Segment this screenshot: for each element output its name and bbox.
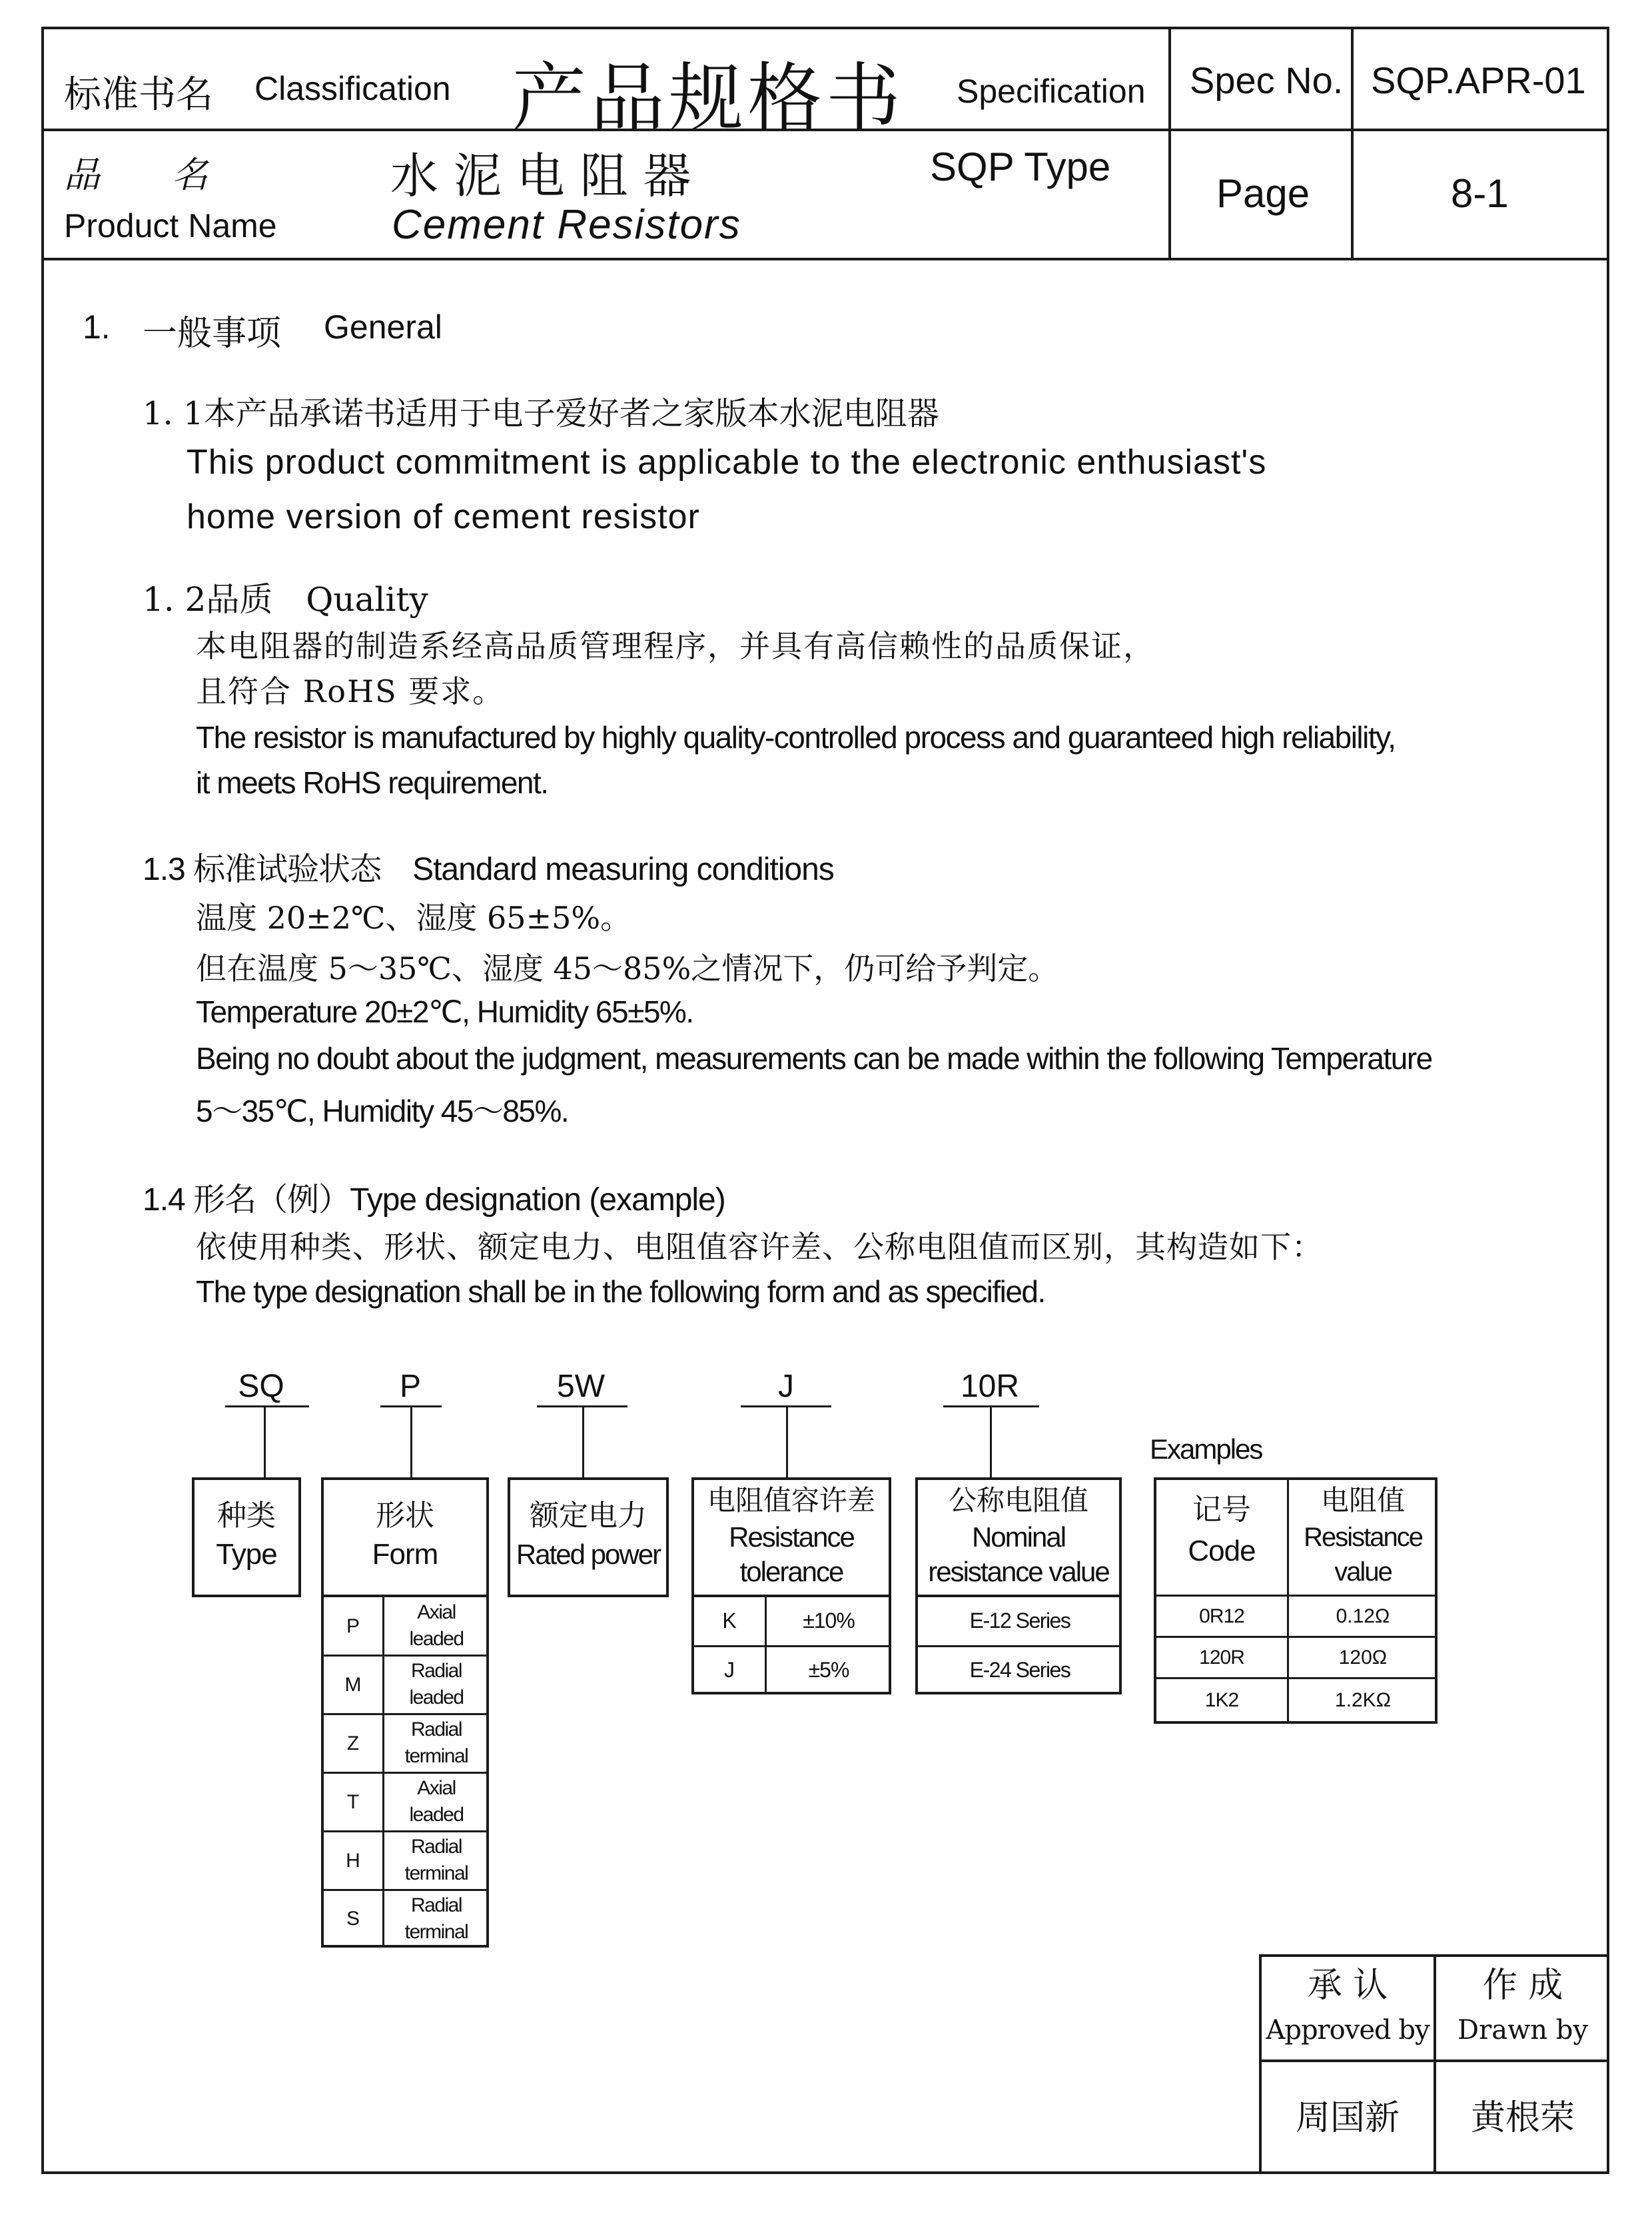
form-table: P Axial leaded M Radial leaded Z Radial terminal T Axial leaded H Radial terminal S Radial terminal bbox=[321, 1595, 489, 1948]
s13-cn-line1: 温度 20±2℃、湿度 65±5%。 bbox=[196, 900, 631, 936]
spec-no-label: Spec No. bbox=[1190, 59, 1344, 101]
approved-by-en: Approved by bbox=[1266, 2015, 1430, 2046]
series-table bbox=[915, 1595, 1122, 1694]
signature-table bbox=[1259, 1954, 1609, 2174]
examples-label: Examples bbox=[1150, 1433, 1262, 1465]
spec-no-value: SQP.APR-01 bbox=[1371, 59, 1586, 101]
nominal-resistance-box: 公称电阻值 Nominal resistance value bbox=[915, 1477, 1122, 1597]
header-col-divider-1 bbox=[1168, 29, 1171, 259]
s13-title: 1.3 标准试验状态 Standard measuring conditions bbox=[143, 852, 834, 887]
product-name-en: Product Name bbox=[64, 207, 277, 244]
s13-en-line1: Temperature 20±2℃, Humidity 65±5%. bbox=[196, 994, 693, 1029]
form-box: 形状 Form bbox=[321, 1477, 489, 1597]
series-row: E-12 Series bbox=[969, 1609, 1070, 1633]
product-name-cn: 品 名 bbox=[64, 154, 208, 196]
section-title-cn: 一般事项 bbox=[143, 314, 282, 354]
approved-by-name: 周国新 bbox=[1295, 2097, 1400, 2138]
s12-cn-line1: 本电阻器的制造系经高品质管理程序，并具有高信赖性的品质保证， bbox=[196, 628, 1155, 664]
s14-en: The type designation shall be in the following form and as specified. bbox=[196, 1274, 1045, 1309]
s13-cn-line2: 但在温度 5～35℃、湿度 45～85%之情况下，仍可给予判定。 bbox=[196, 950, 1059, 986]
s14-cn: 依使用种类、形状、额定电力、电阻值容许差、公称电阻值而区别，其构造如下： bbox=[196, 1229, 1323, 1265]
s12-en-line1: The resistor is manufactured by highly quality-controlled process and guaranteed high reliability, bbox=[196, 720, 1396, 755]
section-number: 1. bbox=[83, 308, 111, 346]
type-box: 种类 Type bbox=[192, 1477, 301, 1597]
s12-en-line2: it meets RoHS requirement. bbox=[196, 765, 548, 800]
product-cn: 水 泥 电 阻 器 bbox=[390, 148, 691, 204]
classification-cn: 标准书名 bbox=[64, 73, 213, 117]
spec-sheet-page: 标准书名 Classification 产品规格书 Specification Spec No. SQP.APR-01 品 名 Product Name 水 泥 电 阻 器 Cement Resistors SQP Type Page 8-1 1. 一般事项 General 1. 1本产品承诺书适用于电子爱好者之家版本水泥电阻器 This product commitment is applicable to the electronic enthusiast's home version of cement resistor 1. 2品质 Quality 本电阻器的制造系经高品质管理程序，并具有高信赖性的品质保证， 且符合 RoHS 要求。 The resistor is manufactured by highly quality-controlled process and guaranteed high reliability, it meets RoHS requirement. 1.3 标准试验状态 Standard measuring conditions 温度 20±2℃、湿度 65±5%。 但在温度 5～35℃、湿度 45～85%之情况下，仍可给予判定。 Temperature 20±2℃, Humidity 65±5%. Being no doubt about the judgment, measurements can be made within the following Temperature 5～35℃, Humidity 45～85%. 1.4 形名（例）Type designation (example) 依使用种类、形状、额定电力、电阻值容许差、公称电阻值而区别，其构造如下： The type designation shall be in the following form and as specified. SQ P 5W J 10R 种类 Type 形状 Form P Axial leaded M Radial leaded Z Radial terminal T Axial leaded H Radial terminal S Radial terminal 额定电力 Rated power 电阻值容许差 Resistance tolerance K ±10% J ±5% 公称电阻值 Nominal resistance value E-12 Series E-24 Series Examples 记号 Code 电阻值 Resistance value 0R12 0.12Ω 120R 120Ω 1K2 1.2KΩ 承 认 Approved by 作 成 Drawn by 周国新 黄根荣 bbox=[41, 27, 1609, 2174]
tolerance-table: K ±10% J ±5% bbox=[691, 1595, 891, 1694]
s11-en-line1: This product commitment is applicable to the electronic enthusiast's bbox=[187, 443, 1267, 482]
sqp-type-label: SQP Type bbox=[930, 145, 1111, 189]
s11-en-line2: home version of cement resistor bbox=[187, 498, 700, 536]
s14-title: 1.4 形名（例）Type designation (example) bbox=[143, 1182, 725, 1218]
classification-en: Classification bbox=[254, 70, 451, 107]
specification-label: Specification bbox=[957, 73, 1146, 110]
section-title-en: General bbox=[324, 308, 442, 346]
s11-cn: 1. 1本产品承诺书适用于电子爱好者之家版本水泥电阻器 bbox=[143, 395, 939, 432]
examples-table: 记号 Code 电阻值 Resistance value 0R12 0.12Ω 120R 120Ω 1K2 1.2KΩ bbox=[1154, 1477, 1438, 1724]
s12-title: 1. 2品质 Quality bbox=[143, 580, 428, 619]
s12-cn-line2: 且符合 RoHS 要求。 bbox=[196, 673, 505, 709]
drawn-by-en: Drawn by bbox=[1457, 2015, 1588, 2046]
rated-power-box: 额定电力 Rated power bbox=[508, 1477, 669, 1597]
page-label: Page bbox=[1216, 171, 1310, 216]
s13-en-line3: 5～35℃, Humidity 45～85%. bbox=[196, 1094, 569, 1128]
series-row: E-24 Series bbox=[969, 1658, 1070, 1682]
product-en: Cement Resistors bbox=[392, 202, 741, 248]
header-col-divider-2 bbox=[1351, 29, 1354, 259]
page-value: 8-1 bbox=[1451, 171, 1509, 216]
drawn-by-name: 黄根荣 bbox=[1470, 2097, 1575, 2138]
s13-en-line2: Being no doubt about the judgment, measurements can be made within the following Temperature bbox=[196, 1041, 1432, 1076]
tolerance-box: 电阻值容许差 Resistance tolerance bbox=[691, 1477, 891, 1597]
document-title: 产品规格书 bbox=[512, 55, 905, 142]
drawn-by-cn: 作 成 bbox=[1482, 1965, 1563, 2006]
header-divider-2 bbox=[44, 258, 1607, 260]
approved-by-cn: 承 认 bbox=[1307, 1965, 1388, 2006]
